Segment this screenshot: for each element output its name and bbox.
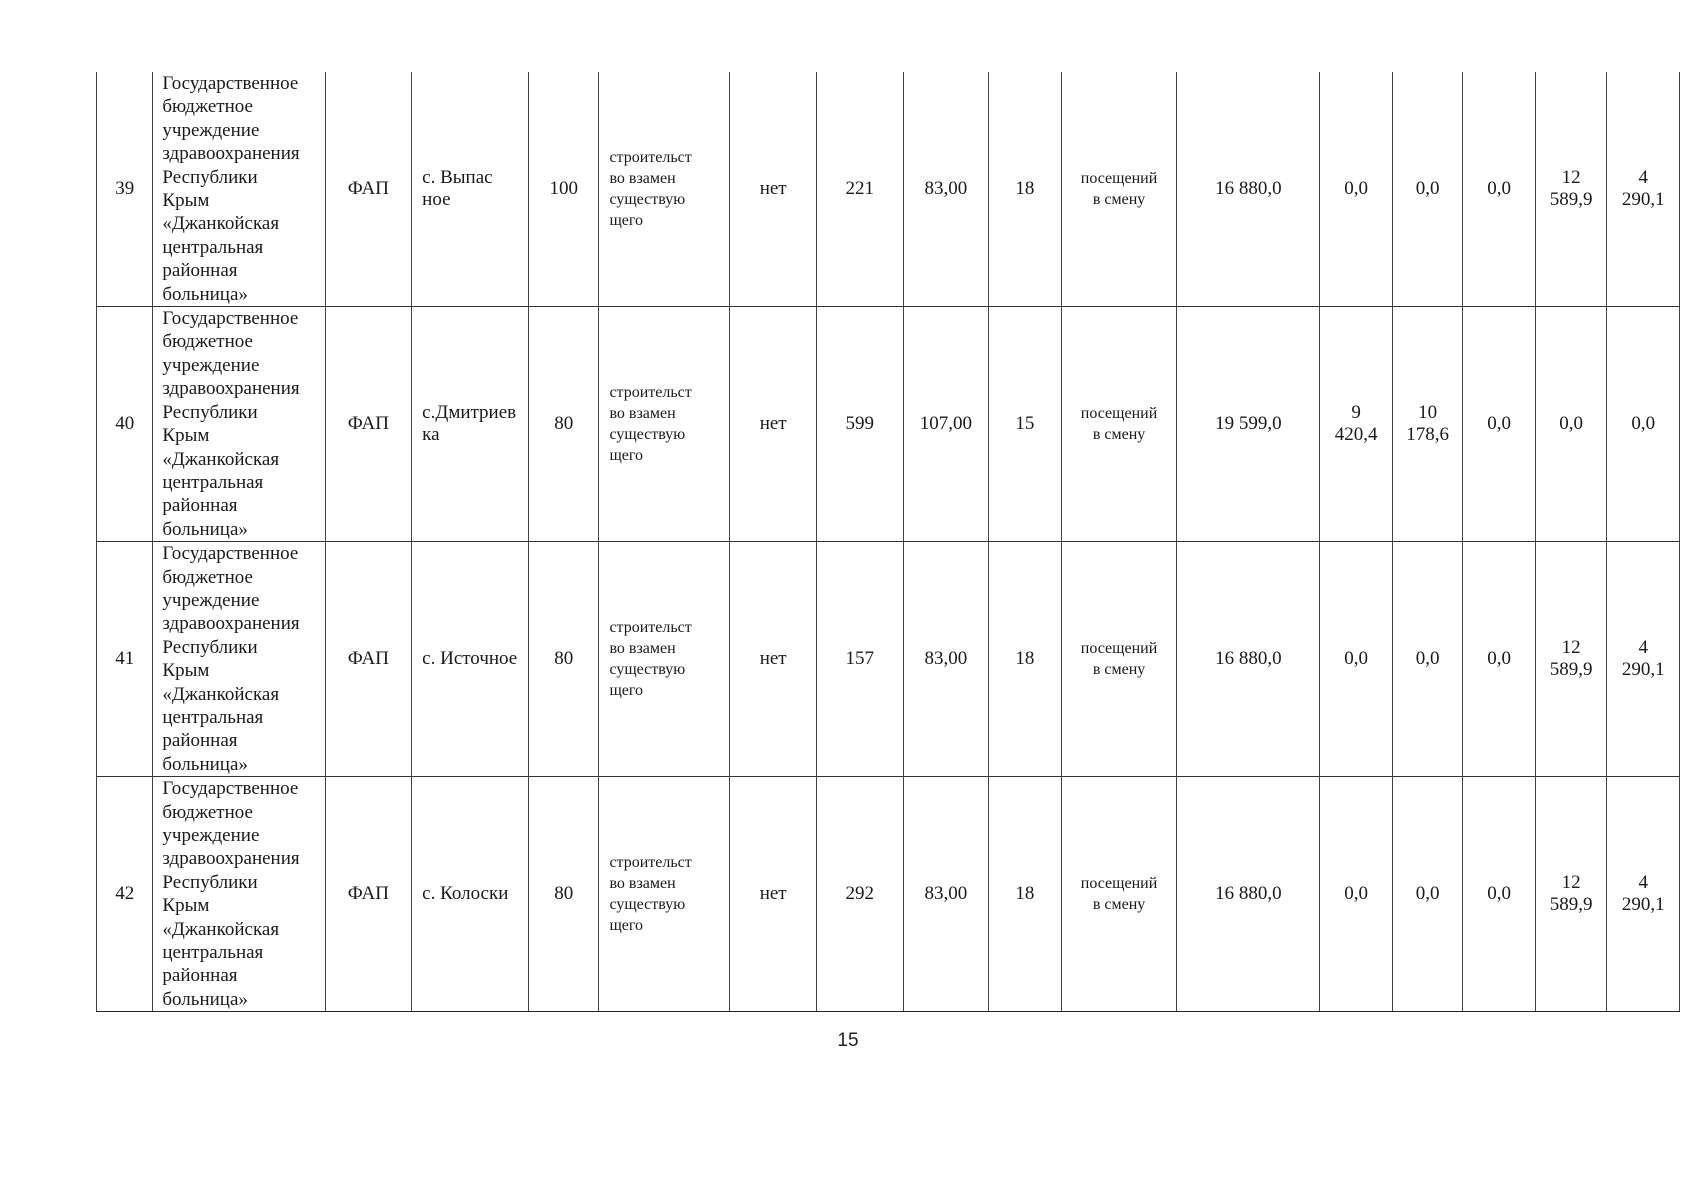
capacity: 80 bbox=[528, 777, 598, 1012]
power-unit: посещений в смену bbox=[1061, 72, 1177, 307]
locality: с. Источное bbox=[412, 542, 529, 777]
page-number: 15 bbox=[837, 1030, 859, 1051]
total-cost: 16 880,0 bbox=[1177, 542, 1320, 777]
flag: нет bbox=[730, 542, 817, 777]
row-number: 39 bbox=[97, 72, 153, 307]
organization-name: Государственное бюджетное учреждение здравоохранения Республики Крым «Джанкойская центральная районная больница» bbox=[153, 307, 325, 542]
facility-type: ФАП bbox=[325, 72, 412, 307]
work-type: строительст во взамен существую щего bbox=[599, 72, 730, 307]
year-3-cost: 0,0 bbox=[1463, 777, 1536, 1012]
total-cost: 19 599,0 bbox=[1177, 307, 1320, 542]
work-type: строительст во взамен существую щего bbox=[599, 777, 730, 1012]
population: 157 bbox=[816, 542, 903, 777]
locality: с. Колоски bbox=[412, 777, 529, 1012]
year-1-cost: 0,0 bbox=[1320, 542, 1393, 777]
area: 83,00 bbox=[903, 72, 989, 307]
total-cost: 16 880,0 bbox=[1177, 777, 1320, 1012]
capacity: 100 bbox=[528, 72, 598, 307]
power-unit: посещений в смену bbox=[1061, 542, 1177, 777]
flag: нет bbox=[730, 72, 817, 307]
capacity: 80 bbox=[528, 307, 598, 542]
organization-name: Государственное бюджетное учреждение здравоохранения Республики Крым «Джанкойская центральная районная больница» bbox=[153, 72, 325, 307]
year-5-cost: 4 290,1 bbox=[1607, 72, 1680, 307]
population: 599 bbox=[816, 307, 903, 542]
organization-name: Государственное бюджетное учреждение здравоохранения Республики Крым «Джанкойская центральная районная больница» bbox=[153, 777, 325, 1012]
capacity: 80 bbox=[528, 542, 598, 777]
flag: нет bbox=[730, 307, 817, 542]
population: 221 bbox=[816, 72, 903, 307]
area: 83,00 bbox=[903, 542, 989, 777]
power: 18 bbox=[989, 542, 1062, 777]
locality: с. Выпас ное bbox=[412, 72, 529, 307]
year-4-cost: 0,0 bbox=[1535, 307, 1606, 542]
table-row bbox=[97, 72, 1680, 307]
year-5-cost: 0,0 bbox=[1607, 307, 1680, 542]
facility-type: ФАП bbox=[325, 307, 412, 542]
table-body bbox=[97, 72, 1680, 1012]
table-row bbox=[97, 307, 1680, 542]
organization-name: Государственное бюджетное учреждение здравоохранения Республики Крым «Джанкойская центральная районная больница» bbox=[153, 542, 325, 777]
year-3-cost: 0,0 bbox=[1463, 307, 1536, 542]
area: 107,00 bbox=[903, 307, 989, 542]
work-type: строительст во взамен существую щего bbox=[599, 307, 730, 542]
facility-type: ФАП bbox=[325, 777, 412, 1012]
year-3-cost: 0,0 bbox=[1463, 72, 1536, 307]
row-number: 40 bbox=[97, 307, 153, 542]
row-number: 42 bbox=[97, 777, 153, 1012]
row-number: 41 bbox=[97, 542, 153, 777]
table-row bbox=[97, 777, 1680, 1012]
work-type: строительст во взамен существую щего bbox=[599, 542, 730, 777]
year-4-cost: 12 589,9 bbox=[1535, 542, 1606, 777]
power: 18 bbox=[989, 777, 1062, 1012]
year-3-cost: 0,0 bbox=[1463, 542, 1536, 777]
table-row bbox=[97, 542, 1680, 777]
total-cost: 16 880,0 bbox=[1177, 72, 1320, 307]
year-4-cost: 12 589,9 bbox=[1535, 72, 1606, 307]
facilities-table bbox=[96, 72, 1680, 1012]
population: 292 bbox=[816, 777, 903, 1012]
year-4-cost: 12 589,9 bbox=[1535, 777, 1606, 1012]
power: 18 bbox=[989, 72, 1062, 307]
power: 15 bbox=[989, 307, 1062, 542]
power-unit: посещений в смену bbox=[1061, 307, 1177, 542]
area: 83,00 bbox=[903, 777, 989, 1012]
year-1-cost: 9 420,4 bbox=[1320, 307, 1393, 542]
year-1-cost: 0,0 bbox=[1320, 72, 1393, 307]
document-page bbox=[96, 72, 1680, 1012]
flag: нет bbox=[730, 777, 817, 1012]
facility-type: ФАП bbox=[325, 542, 412, 777]
year-1-cost: 0,0 bbox=[1320, 777, 1393, 1012]
year-2-cost: 0,0 bbox=[1392, 72, 1462, 307]
year-5-cost: 4 290,1 bbox=[1607, 542, 1680, 777]
power-unit: посещений в смену bbox=[1061, 777, 1177, 1012]
year-2-cost: 0,0 bbox=[1392, 542, 1462, 777]
year-5-cost: 4 290,1 bbox=[1607, 777, 1680, 1012]
year-2-cost: 0,0 bbox=[1392, 777, 1462, 1012]
locality: с.Дмитриев ка bbox=[412, 307, 529, 542]
year-2-cost: 10 178,6 bbox=[1392, 307, 1462, 542]
